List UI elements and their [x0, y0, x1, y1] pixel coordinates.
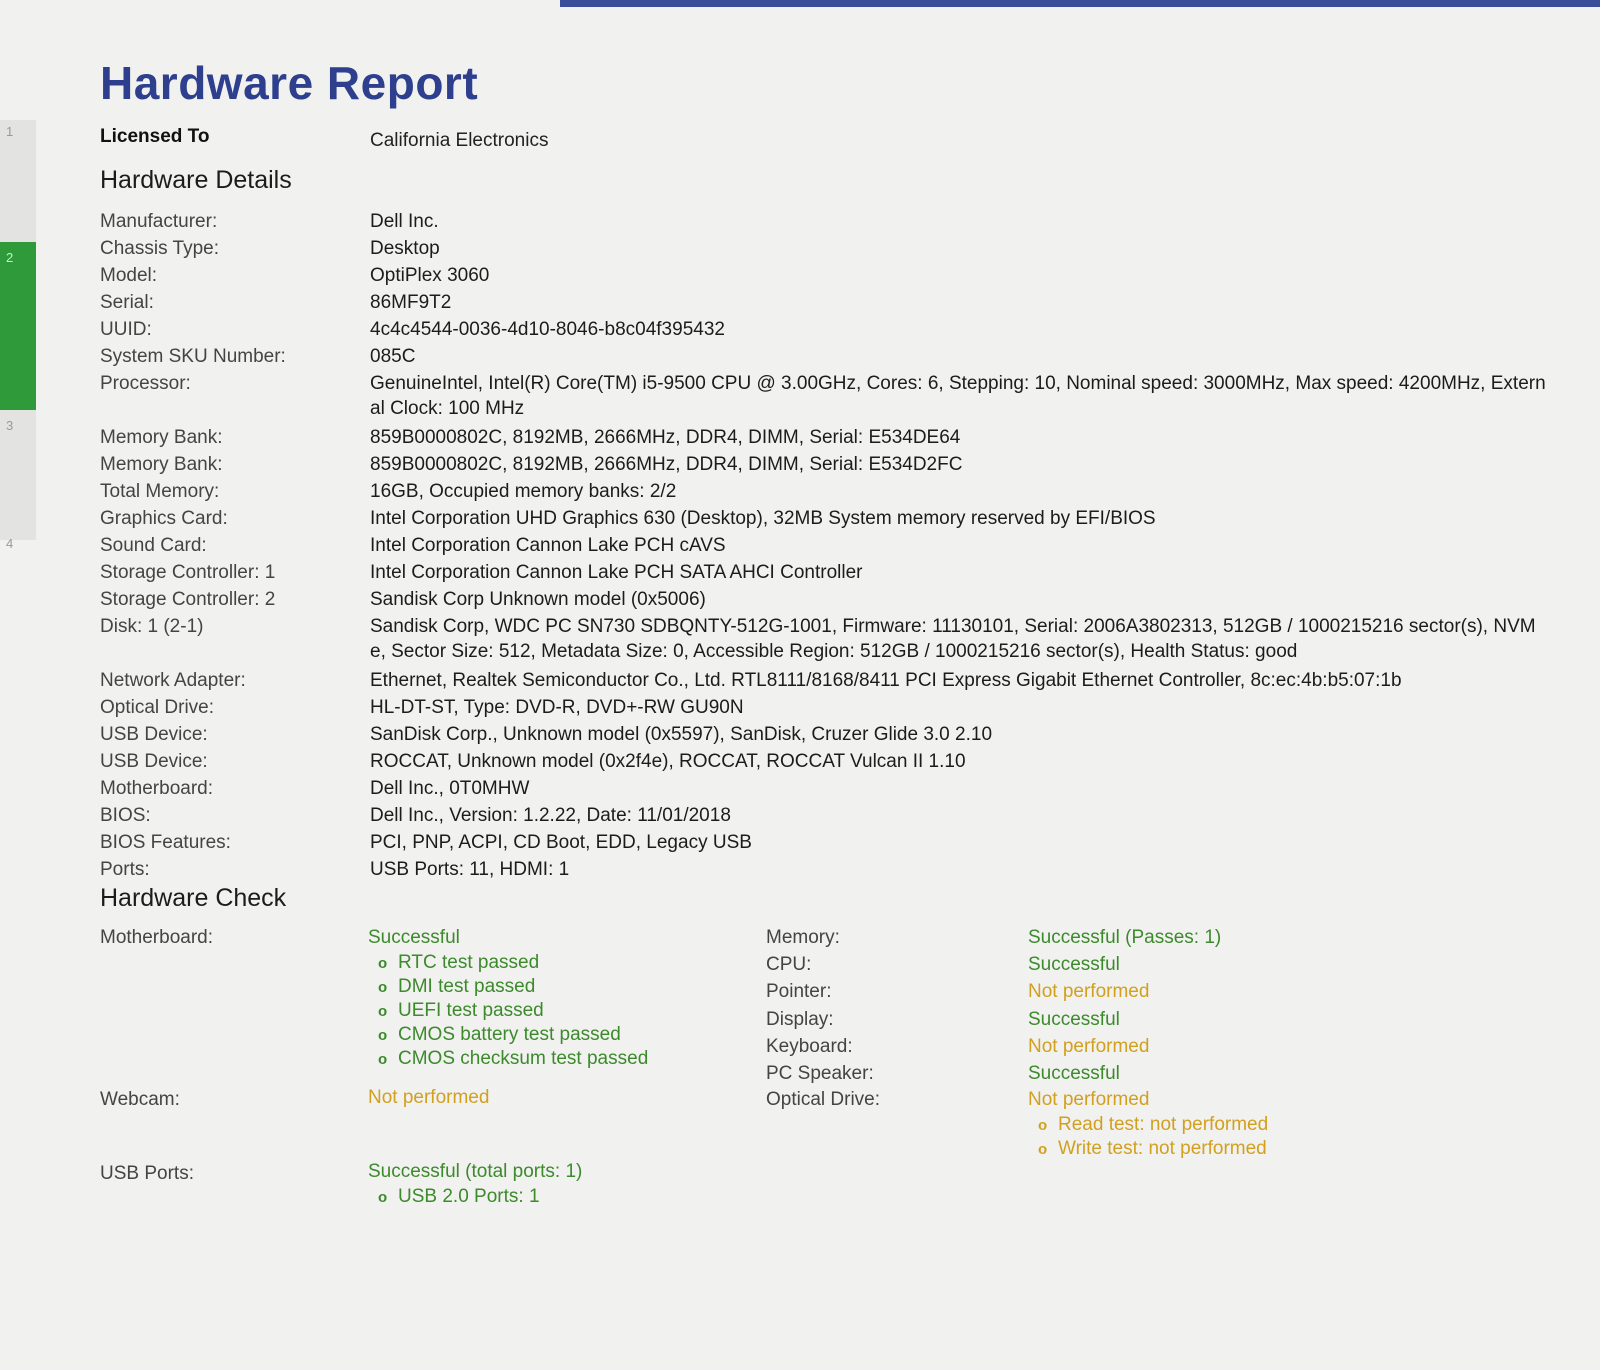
detail-value: USB Ports: 11, HDMI: 1 — [370, 859, 570, 880]
detail-row — [100, 722, 1550, 747]
subtest-item: o DMI test passed — [378, 975, 648, 999]
check-status-keyboard: Not performed — [1028, 1036, 1150, 1057]
license-value: California Electronics — [370, 130, 549, 151]
detail-value: 859B0000802C, 8192MB, 2666MHz, DDR4, DIMM, Serial: E534DE64 — [370, 427, 961, 448]
subtest-item: o Write test: not performed — [1038, 1137, 1268, 1161]
gutter-line-number: 4 — [6, 536, 14, 551]
hardware-details-table — [100, 209, 1550, 882]
detail-key: Network Adapter: — [100, 670, 246, 691]
report-page — [100, 56, 1550, 1267]
detail-key: Storage Controller: 1 — [100, 562, 276, 583]
detail-key: System SKU Number: — [100, 346, 286, 367]
detail-value: 859B0000802C, 8192MB, 2666MHz, DDR4, DIMM, Serial: E534D2FC — [370, 454, 963, 475]
check-status-optical-drive: Not performed — [1028, 1089, 1150, 1110]
detail-row — [100, 479, 1550, 504]
detail-value: HL-DT-ST, Type: DVD-R, DVD+-RW GU90N — [370, 697, 744, 718]
hardware-details-heading: Hardware Details — [100, 166, 292, 194]
detail-key: Ports: — [100, 859, 150, 880]
hardware-check-heading: Hardware Check — [100, 884, 287, 912]
detail-key: Memory Bank: — [100, 427, 223, 448]
check-status-pointer: Not performed — [1028, 981, 1150, 1002]
detail-value: Dell Inc. — [370, 211, 439, 232]
detail-value: Intel Corporation Cannon Lake PCH cAVS — [370, 535, 726, 556]
detail-row — [100, 317, 1550, 342]
gutter-line-number: 1 — [6, 124, 14, 139]
detail-value: 16GB, Occupied memory banks: 2/2 — [370, 481, 677, 502]
subtest-item: o UEFI test passed — [378, 999, 648, 1023]
detail-row — [100, 533, 1550, 558]
check-label-memory: Memory: — [766, 927, 840, 948]
detail-value: 085C — [370, 346, 416, 367]
gutter-line-number: 3 — [6, 418, 14, 433]
detail-row — [100, 587, 1550, 612]
detail-value: Intel Corporation UHD Graphics 630 (Desktop), 32MB System memory reserved by EFI/BIOS — [370, 508, 1156, 529]
page-title: Hardware Report — [100, 57, 479, 109]
detail-key: Sound Card: — [100, 535, 207, 556]
detail-key: Manufacturer: — [100, 211, 218, 232]
check-status-usb-ports: Successful (total ports: 1) — [368, 1161, 583, 1182]
detail-key: USB Device: — [100, 724, 208, 745]
detail-row — [100, 857, 1550, 882]
license-row — [100, 126, 1550, 166]
top-bar-fade — [0, 0, 560, 7]
detail-key: Storage Controller: 2 — [100, 589, 276, 610]
detail-row — [100, 263, 1550, 288]
detail-key: BIOS Features: — [100, 832, 231, 853]
detail-row — [100, 830, 1550, 855]
license-label: Licensed To — [100, 126, 210, 147]
detail-row — [100, 776, 1550, 801]
detail-key: Optical Drive: — [100, 697, 215, 718]
detail-value: Desktop — [370, 238, 440, 259]
detail-key: UUID: — [100, 319, 152, 340]
detail-key: Processor: — [100, 373, 191, 394]
check-label-pointer: Pointer: — [766, 981, 832, 1002]
check-label-display: Display: — [766, 1009, 834, 1030]
check-status-webcam: Not performed — [368, 1087, 490, 1108]
detail-value: 86MF9T2 — [370, 292, 452, 313]
detail-value: PCI, PNP, ACPI, CD Boot, EDD, Legacy USB — [370, 832, 752, 853]
detail-value: ROCCAT, Unknown model (0x2f4e), ROCCAT, ROCCAT Vulcan II 1.10 — [370, 751, 966, 772]
check-status-memory: Successful (Passes: 1) — [1028, 927, 1222, 948]
hardware-check-grid — [100, 927, 1550, 1267]
detail-row — [100, 668, 1550, 693]
detail-row — [100, 344, 1550, 369]
detail-value: Dell Inc., Version: 1.2.22, Date: 11/01/2018 — [370, 805, 731, 826]
detail-key: Graphics Card: — [100, 508, 228, 529]
detail-value: GenuineIntel, Intel(R) Core(TM) i5-9500 CPU @ 3.00GHz, Cores: 6, Stepping: 10, Nominal speed: 3000MHz, Max speed: 4200MHz, External Clock: 100 MHz — [370, 373, 1546, 419]
subtest-item: o CMOS checksum test passed — [378, 1047, 648, 1071]
check-label-optical-drive: Optical Drive: — [766, 1089, 881, 1110]
detail-value: SanDisk Corp., Unknown model (0x5597), SanDisk, Cruzer Glide 3.0 2.10 — [370, 724, 993, 745]
gutter-line-number: 2 — [6, 250, 14, 265]
detail-value: Sandisk Corp Unknown model (0x5006) — [370, 589, 706, 610]
subtest-item: o USB 2.0 Ports: 1 — [378, 1185, 540, 1209]
detail-key: Model: — [100, 265, 158, 286]
check-status-cpu: Successful — [1028, 954, 1120, 975]
detail-row — [100, 614, 1550, 664]
detail-value: Sandisk Corp, WDC PC SN730 SDBQNTY-512G-1001, Firmware: 11130101, Serial: 2006A3802313, 512GB / 1000215216 sector(s), NVMe, Sector Size: 512, Metadata Size: 0, Accessible Region: 512GB / 1000215216 sector(s), Health Status: good — [370, 616, 1536, 662]
detail-row — [100, 452, 1550, 477]
detail-value: OptiPlex 3060 — [370, 265, 490, 286]
check-status-motherboard: Successful — [368, 927, 460, 948]
detail-key: Chassis Type: — [100, 238, 219, 259]
detail-row — [100, 560, 1550, 585]
detail-row — [100, 803, 1550, 828]
detail-row — [100, 506, 1550, 531]
check-label-keyboard: Keyboard: — [766, 1036, 853, 1057]
detail-key: Total Memory: — [100, 481, 220, 502]
motherboard-subtests — [378, 951, 648, 1071]
detail-value: 4c4c4544-0036-4d10-8046-b8c04f395432 — [370, 319, 725, 340]
check-label-pc-speaker: PC Speaker: — [766, 1063, 874, 1084]
detail-row — [100, 695, 1550, 720]
subtest-item: o Read test: not performed — [1038, 1113, 1268, 1137]
subtest-item: o CMOS battery test passed — [378, 1023, 648, 1047]
detail-value: Intel Corporation Cannon Lake PCH SATA AHCI Controller — [370, 562, 863, 583]
subtest-item: o RTC test passed — [378, 951, 648, 975]
detail-value: Ethernet, Realtek Semiconductor Co., Ltd. RTL8111/8168/8411 PCI Express Gigabit Ethernet Controller, 8c:ec:4b:b5:07:1b — [370, 670, 1402, 691]
check-label-usb-ports: USB Ports: — [100, 1163, 194, 1184]
detail-row — [100, 749, 1550, 774]
check-label-webcam: Webcam: — [100, 1089, 180, 1110]
detail-key: Disk: 1 (2-1) — [100, 616, 204, 637]
detail-key: Serial: — [100, 292, 154, 313]
optical-drive-subtests — [1038, 1113, 1268, 1161]
check-label-motherboard: Motherboard: — [100, 927, 214, 948]
detail-row — [100, 425, 1550, 450]
detail-row — [100, 290, 1550, 315]
detail-key: Motherboard: — [100, 778, 214, 799]
check-label-cpu: CPU: — [766, 954, 812, 975]
detail-key: BIOS: — [100, 805, 151, 826]
detail-value: Dell Inc., 0T0MHW — [370, 778, 530, 799]
detail-row — [100, 209, 1550, 234]
detail-key: Memory Bank: — [100, 454, 223, 475]
check-status-pc-speaker: Successful — [1028, 1063, 1120, 1084]
detail-row — [100, 371, 1550, 421]
usb-ports-subtests — [378, 1185, 540, 1209]
detail-key: USB Device: — [100, 751, 208, 772]
check-status-display: Successful — [1028, 1009, 1120, 1030]
detail-row — [100, 236, 1550, 261]
gutter-change-marker — [0, 242, 36, 410]
